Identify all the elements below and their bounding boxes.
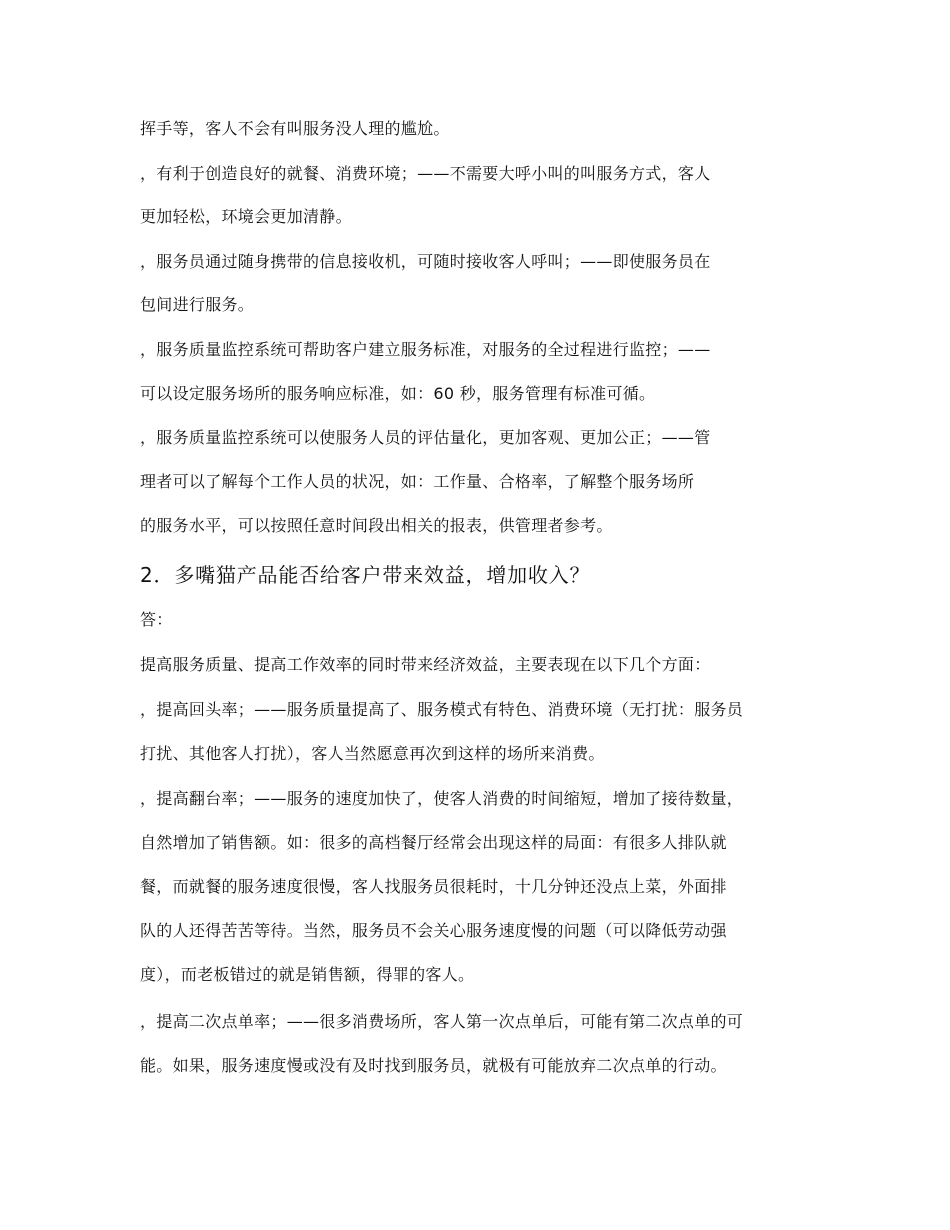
text-line-2: ，有利于创造良好的就餐、消费环境；——不需要大呼小叫的叫服务方式，客人 xyxy=(140,164,711,183)
text-line-9: 理者可以了解每个工作人员的状况，如：工作量、合格率，了解整个服务场所 xyxy=(140,472,695,491)
text-line-4: ，服务员通过随身携带的信息接收机，可随时接收客人呼叫；——即使服务员在 xyxy=(140,252,711,271)
text-line-18: 餐，而就餐的服务速度很慢，客人找服务员很耗时，十几分钟还没点上菜，外面排 xyxy=(140,877,727,896)
text-line-1: 挥手等，客人不会有叫服务没人理的尴尬。 xyxy=(140,119,450,138)
text-line-14: ，提高回头率；——服务质量提高了、服务模式有特色、消费环境（无打扰：服务员 xyxy=(140,700,744,719)
text-line-5: 包间进行服务。 xyxy=(140,295,255,314)
text-line-10: 的服务水平，可以按照任意时间段出相关的报表，供管理者参考。 xyxy=(140,516,613,535)
text-line-20: 度），而老板错过的就是销售额，得罪的客人。 xyxy=(140,965,475,984)
text-line-6: ，服务质量监控系统可帮助客户建立服务标准，对服务的全过程进行监控；—— xyxy=(140,340,711,359)
text-line-3: 更加轻松，环境会更加清静。 xyxy=(140,207,352,226)
text-line-19: 队的人还得苦苦等待。当然，服务员不会关心服务速度慢的问题（可以降低劳动强 xyxy=(140,921,727,940)
answer-label: 答： xyxy=(140,610,173,629)
text-line-7: 可以设定服务场所的服务响应标准，如：60 秒，服务管理有标准可循。 xyxy=(140,384,656,403)
text-line-8: ，服务质量监控系统可以使服务人员的评估量化，更加客观、更加公正；——管 xyxy=(140,428,711,447)
text-line-16: ，提高翻台率；——服务的速度加快了，使客人消费的时间缩短，增加了接待数量， xyxy=(140,789,744,808)
section-heading: 2．多嘴猫产品能否给客户带来效益，增加收入？ xyxy=(140,563,591,587)
text-line-13: 提高服务质量、提高工作效率的同时带来经济效益，主要表现在以下几个方面： xyxy=(140,655,711,674)
text-line-21: ，提高二次点单率；——很多消费场所，客人第一次点单后，可能有第二次点单的可 xyxy=(140,1012,744,1031)
text-line-17: 自然增加了销售额。如：很多的高档餐厅经常会出现这样的局面：有很多人排队就 xyxy=(140,833,727,852)
text-line-15: 打扰、其他客人打扰），客人当然愿意再次到这样的场所来消费。 xyxy=(140,744,605,763)
text-line-22: 能。如果，服务速度慢或没有及时找到服务员，就极有可能放弃二次点单的行动。 xyxy=(140,1056,727,1075)
